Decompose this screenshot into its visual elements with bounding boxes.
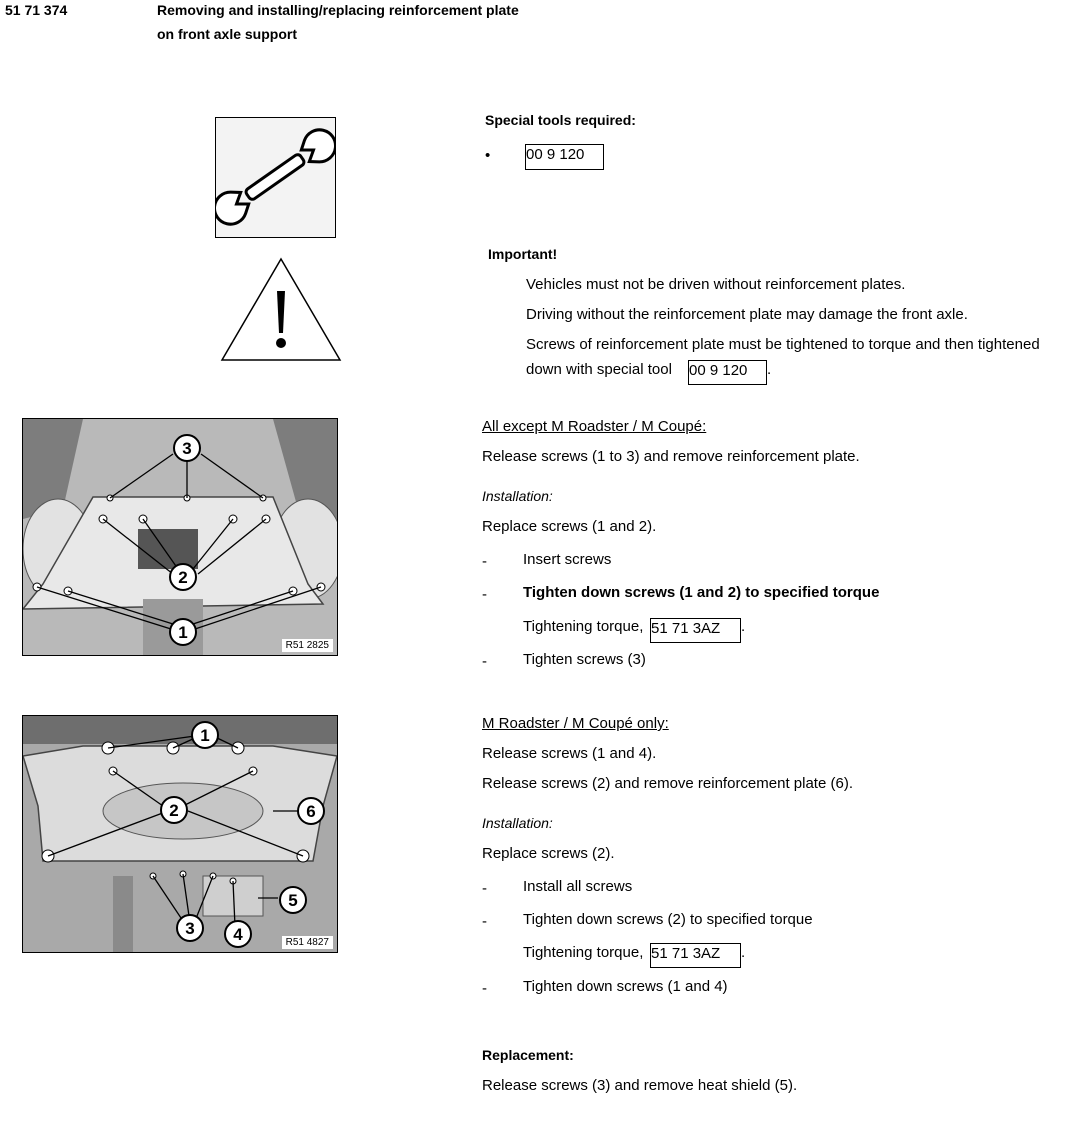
figure-reinforcement-plate-m-models (22, 715, 338, 953)
svg-text:1: 1 (200, 726, 210, 745)
document-title-line1: Removing and installing/replacing reinforcement plate (157, 2, 519, 18)
callout-2-label: 2 (178, 568, 188, 587)
section2-period: . (741, 944, 746, 961)
replacement-text: Release screws (3) and remove heat shield (5). (482, 1077, 798, 1094)
special-tool-link[interactable]: 00 9 120 (525, 144, 604, 170)
replacement-heading: Replacement: (482, 1047, 574, 1063)
figure-reinforcement-plate-standard (22, 418, 338, 656)
important-line3a: Screws of reinforcement plate must be tightened to torque and then tightened (526, 336, 1040, 353)
callout-3-label: 3 (182, 439, 192, 458)
section2-release2: Release screws (2) and remove reinforcement plate (6). (482, 775, 853, 792)
section2-step1: Install all screws (523, 878, 633, 895)
section1-torque-link[interactable]: 51 71 3AZ (650, 618, 741, 643)
document-title-line2: on front axle support (157, 26, 297, 42)
section2-torque-link[interactable]: 51 71 3AZ (650, 943, 741, 968)
section1-release: Release screws (1 to 3) and remove reinforcement plate. (482, 448, 860, 465)
dash: - (482, 980, 487, 997)
section1-period: . (741, 618, 746, 635)
svg-text:6: 6 (306, 802, 316, 821)
section2-heading: M Roadster / M Coupé only: (482, 715, 669, 732)
dash: - (482, 553, 487, 570)
section1-heading: All except M Roadster / M Coupé: (482, 418, 707, 435)
callout-1-label: 1 (178, 623, 188, 642)
bullet: • (485, 147, 491, 164)
dash: - (482, 653, 487, 670)
important-tool-link[interactable]: 00 9 120 (688, 360, 767, 385)
important-heading: Important! (488, 246, 558, 262)
important-period: . (767, 361, 772, 378)
section1-replace: Replace screws (1 and 2). (482, 518, 657, 535)
section1-torque-label: Tightening torque, (523, 618, 644, 635)
figure-label: R51 2825 (282, 639, 333, 652)
section2-installation: Installation: (482, 815, 553, 831)
section1-step2: Tighten down screws (1 and 2) to specified torque (523, 584, 880, 601)
dash: - (482, 913, 487, 930)
figure-label: R51 4827 (282, 936, 333, 949)
special-tool-wrench-icon (215, 117, 336, 238)
dash: - (482, 880, 487, 897)
section2-step3: Tighten down screws (1 and 4) (523, 978, 728, 995)
svg-text:4: 4 (233, 925, 243, 944)
section2-step2: Tighten down screws (2) to specified torque (523, 911, 813, 928)
section2-replace: Replace screws (2). (482, 845, 615, 862)
document-number: 51 71 374 (5, 2, 68, 18)
svg-text:3: 3 (185, 919, 195, 938)
important-line1: Vehicles must not be driven without reinforcement plates. (526, 276, 906, 293)
section2-release1: Release screws (1 and 4). (482, 745, 657, 762)
svg-text:5: 5 (288, 891, 298, 910)
svg-text:2: 2 (169, 801, 179, 820)
section1-installation: Installation: (482, 488, 553, 504)
section2-torque-label: Tightening torque, (523, 944, 644, 961)
section1-step1: Insert screws (523, 551, 612, 568)
section1-step3: Tighten screws (3) (523, 651, 646, 668)
warning-triangle-icon (220, 257, 342, 362)
special-tools-heading: Special tools required: (485, 112, 636, 128)
important-line2: Driving without the reinforcement plate may damage the front axle. (526, 306, 968, 323)
dash: - (482, 586, 487, 603)
important-line3b: down with special tool (526, 361, 672, 378)
